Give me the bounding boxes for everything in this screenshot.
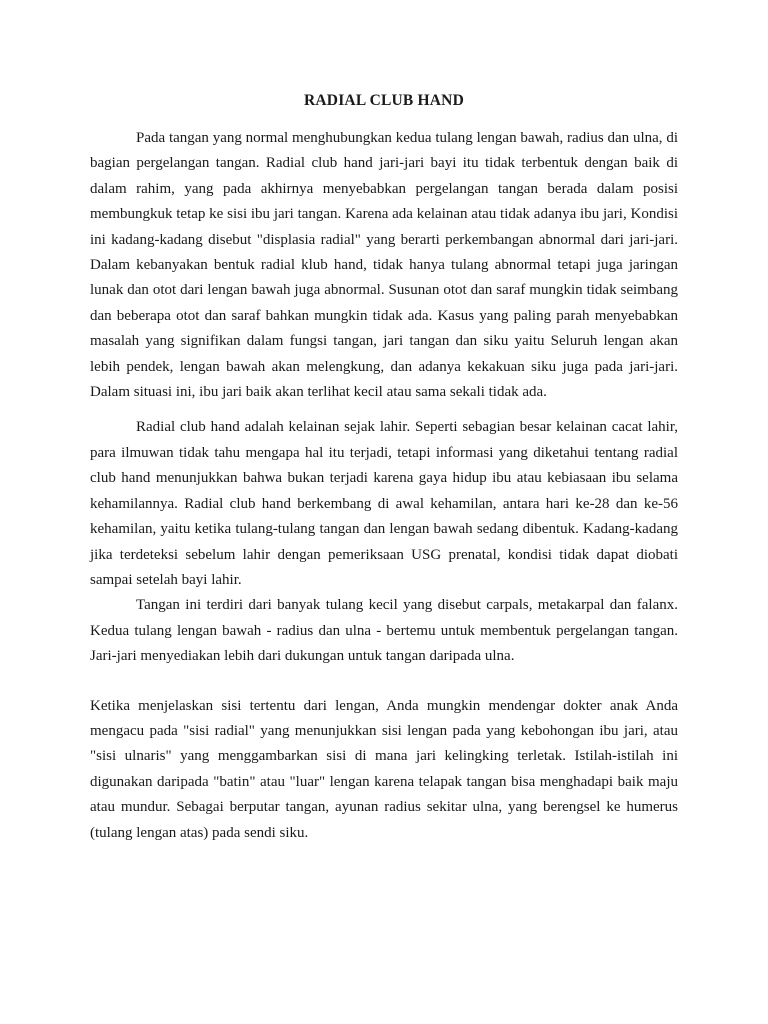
- paragraph-4: Ketika menjelaskan sisi tertentu dari lengan, Anda mungkin mendengar dokter anak Anda mengacu pada "sisi radial" yang menunjukkan sisi lengan pada yang kebohongan ibu jari, atau "sisi ulnaris" yang menggambarkan sisi di mana jari kelingking terletak. Istilah-istilah ini digunakan daripada "batin" atau "luar" lengan karena telapak tangan bisa menghadapi baik maju atau mundur. Sebagai berputar tangan, ayunan radius sekitar ulna, yang berengsel ke humerus (tulang lengan atas) pada sendi siku.: [90, 697, 678, 841]
- paragraph-2: Radial club hand adalah kelainan sejak lahir. Seperti sebagian besar kelainan cacat lahir, para ilmuwan tidak tahu mengapa hal itu terjadi, tetapi informasi yang diketahui tentang radial club hand menunjukkan bahwa bukan terjadi karena gaya hidup ibu atau kebiasaan ibu selama kehamilannya. Radial club hand berkembang di awal kehamilan, antara hari ke-28 dan ke-56 kehamilan, yaitu ketika tulang-tulang tangan dan lengan bawah sedang dibentuk. Kadang-kadang jika terdeteksi sebelum lahir dengan pemeriksaan USG prenatal, kondisi tidak dapat diobati sampai setelah bayi lahir.: [90, 419, 678, 588]
- document-title: RADIAL CLUB HAND: [304, 92, 464, 109]
- paragraph-1: Pada tangan yang normal menghubungkan kedua tulang lengan bawah, radius dan ulna, di bagian pergelangan tangan. Radial club hand jari-jari bayi itu tidak terbentuk dengan baik di dalam rahim, yang pada akhirnya menyebabkan pergelangan tangan berada dalam posisi membungkuk tetap ke sisi ibu jari tangan. Karena ada kelainan atau tidak adanya ibu jari, Kondisi ini kadang-kadang disebut "displasia radial" yang berarti perkembangan abnormal dari jari-jari. Dalam kebanyakan bentuk radial klub hand, tidak hanya tulang abnormal tetapi juga jaringan lunak dan otot dari lengan bawah juga abnormal. Susunan otot dan saraf mungkin tidak seimbang dan beberapa otot dan saraf bahkan mungkin tidak ada. Kasus yang paling parah menyebabkan masalah yang signifikan dalam fungsi tangan, jari tangan dan siku yaitu Seluruh lengan akan lebih pendek, lengan bawah akan melengkung, dan adanya kekakuan siku juga pada jari-jari. Dalam situasi ini, ibu jari baik akan terlihat kecil atau sama sekali tidak ada.: [90, 130, 678, 401]
- paragraph-3: Tangan ini terdiri dari banyak tulang kecil yang disebut carpals, metakarpal dan falanx. Kedua tulang lengan bawah - radius dan ulna - bertemu untuk membentuk pergelangan tangan. Jari-jari menyediakan lebih dari dukungan untuk tangan daripada ulna.: [90, 597, 678, 665]
